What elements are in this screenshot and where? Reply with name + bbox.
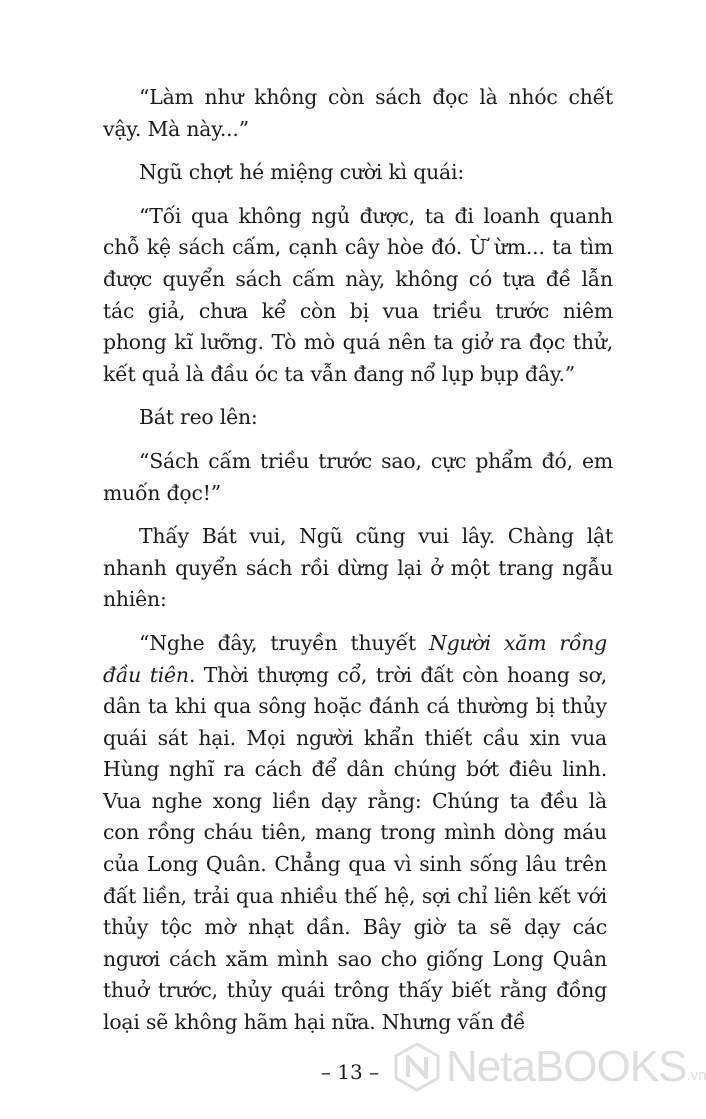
paragraph-4: Bát reo lên: [139, 405, 258, 430]
paragraph-1: “Làm như không còn sách đọc là nhóc chết vậy. Mà này...” [103, 85, 613, 141]
watermark-suffix: .vn [686, 1067, 706, 1084]
legend-intro: “Nghe đây, truyền thuyết [139, 630, 430, 655]
page-body [103, 82, 613, 1051]
legend-body: . Thời thượng cổ, trời đất còn hoang sơ, dân ta khi qua sông hoặc đánh cá thường bị thủy quái sát hại. Mọi người khẩn thiết cầu xin vua Hùng nghĩ ra cách để dân chúng bớt điêu linh. Vua nghe xong liền dạy rằng: Chúng ta đều là con rồng cháu tiên, mang trong mình dòng máu của Long Quân. Chẳng qua vì sinh sống lâu trên đất liền, trải qua nhiều thế hệ, sợi chỉ liên kết với thủy tộc mờ nhạt dần. Bây giờ ta sẽ dạy các ngươi cách xăm mình sao cho giống Long Quân thuở trước, thủy quái trông thấy biết rằng đồng loại sẽ không hãm hại nữa. Nhưng vấn đề [103, 662, 607, 1035]
paragraph-6: Thấy Bát vui, Ngũ cũng vui lây. Chàng lật nhanh quyển sách rồi dừng lại ở một trang ngẫu nhiên: [103, 524, 613, 612]
paragraph-3: “Tối qua không ngủ được, ta đi loanh quanh chỗ kệ sách cấm, cạnh cây hòe đó. Ừ ừm... ta tìm được quyển sách cấm này, không có tựa đề lẫn tác giả, chưa kể còn bị vua triều trước niêm phong kĩ lưỡng. Tò mò quá nên ta giở ra đọc thử, kết quả là đầu óc ta vẫn đang nổ lụp bụp đây.” [103, 203, 613, 386]
paragraph-2: Ngũ chợt hé miệng cười kì quái: [139, 160, 465, 185]
legend-title: Người xăm rồng đầu tiên [103, 630, 608, 687]
watermark [392, 1042, 706, 1092]
page-number: – 13 – [320, 1060, 380, 1084]
watermark-brand: NetaBOOKS [446, 1042, 687, 1091]
netabooks-logo-icon [392, 1042, 442, 1092]
paragraph-legend [103, 628, 607, 1039]
paragraph-5: “Sách cấm triều trước sao, cực phẩm đó, em muốn đọc!” [103, 448, 613, 505]
